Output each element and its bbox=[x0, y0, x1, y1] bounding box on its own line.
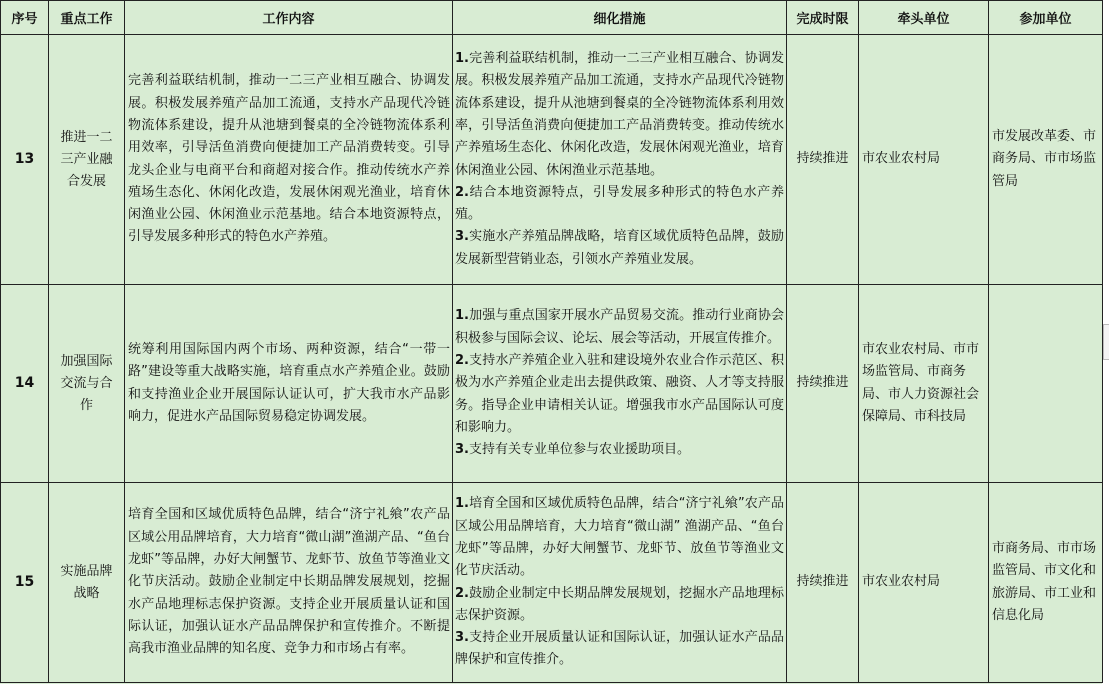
cell-key-work[interactable]: 推进一二三产业融合发展 bbox=[49, 35, 125, 285]
table-row bbox=[1, 483, 1103, 683]
measure-number: 3. bbox=[455, 442, 469, 458]
measure-item bbox=[455, 439, 784, 461]
cell-measures[interactable] bbox=[453, 285, 787, 483]
measure-text: 培育全国和区域优质特色品牌，结合“济宁礼飨”农产品区域公用品牌培育，大力培育“微山湖” 渔湖产品、“鱼台龙虾”等品牌，办好大闸蟹节、龙虾节、放鱼节等渔业文化节庆活动。 bbox=[455, 496, 784, 579]
cell-participating-units[interactable] bbox=[989, 285, 1103, 483]
measure-number: 3. bbox=[455, 630, 469, 646]
cell-serial[interactable]: 13 bbox=[1, 35, 49, 285]
measure-number: 2. bbox=[455, 353, 469, 369]
header-deadline[interactable]: 完成时限 bbox=[787, 1, 859, 35]
header-row bbox=[1, 1, 1103, 35]
measure-item bbox=[455, 627, 784, 672]
header-serial[interactable]: 序号 bbox=[1, 1, 49, 35]
cell-work-content[interactable]: 统筹利用国际国内两个市场、两种资源，结合“一带一路”建设等重大战略实施，培育重点水产养殖企业。鼓励和支持渔业企业开展国际认证认可，扩大我市水产品影响力，促进水产品国际贸易稳定协调发展。 bbox=[125, 285, 453, 483]
table-row bbox=[1, 35, 1103, 285]
measure-item bbox=[455, 583, 784, 628]
cell-lead-unit[interactable]: 市农业农村局 bbox=[859, 35, 989, 285]
cell-serial[interactable]: 15 bbox=[1, 483, 49, 683]
cell-participating-units[interactable]: 市发展改革委、市商务局、市市场监管局 bbox=[989, 35, 1103, 285]
measure-item bbox=[455, 493, 784, 582]
header-measures[interactable]: 细化措施 bbox=[453, 1, 787, 35]
cell-key-work[interactable]: 加强国际交流与合作 bbox=[49, 285, 125, 483]
cell-deadline[interactable]: 持续推进 bbox=[787, 483, 859, 683]
measure-text: 完善利益联结机制，推动一二三产业相互融合、协调发展。积极发展养殖产品加工流通，支持水产品现代冷链物流体系建设，提升从池塘到餐桌的全冷链物流体系利用效率，引导活鱼消费向便捷加工产品消费转变。推动传统水产养殖场生态化、休闲化改造，发展休闲观光渔业，培育休闲渔业公园、休闲渔业示范基地。 bbox=[455, 51, 784, 178]
measure-number: 1. bbox=[455, 308, 469, 324]
cell-lead-unit[interactable]: 市农业农村局 bbox=[859, 483, 989, 683]
measure-text: 支持水产养殖企业入驻和建设境外农业合作示范区、积极为水产养殖企业走出去提供政策、融资、人才等支持服务。指导企业申请相关认证。增强我市水产品国际认可度和影响力。 bbox=[455, 353, 784, 435]
table-row bbox=[1, 285, 1103, 483]
measure-number: 3. bbox=[455, 229, 469, 245]
measure-number: 2. bbox=[455, 184, 469, 200]
cell-deadline[interactable]: 持续推进 bbox=[787, 35, 859, 285]
header-work-content[interactable]: 工作内容 bbox=[125, 1, 453, 35]
measure-text: 支持企业开展质量认证和国际认证，加强认证水产品品牌保护和宣传推介。 bbox=[455, 630, 784, 668]
measure-item bbox=[455, 48, 784, 182]
cell-lead-unit[interactable]: 市农业农村局、市市场监管局、市商务局、市人力资源社会保障局、市科技局 bbox=[859, 285, 989, 483]
measure-text: 结合本地资源特点，引导发展多种形式的特色水产养殖。 bbox=[455, 184, 784, 223]
measure-item bbox=[455, 226, 784, 271]
header-lead-unit[interactable]: 牵头单位 bbox=[859, 1, 989, 35]
cell-deadline[interactable]: 持续推进 bbox=[787, 285, 859, 483]
measure-text: 加强与重点国家开展水产品贸易交流。推动行业商协会积极参与国际会议、论坛、展会等活动，开展宣传推介。 bbox=[455, 308, 784, 346]
cell-measures[interactable] bbox=[453, 35, 787, 285]
measure-number: 2. bbox=[455, 585, 469, 601]
measure-item bbox=[455, 182, 784, 227]
window-edge-handle[interactable] bbox=[1103, 324, 1109, 360]
measure-item bbox=[455, 350, 784, 439]
cell-measures[interactable] bbox=[453, 483, 787, 683]
measure-text: 支持有关专业单位参与农业援助项目。 bbox=[468, 442, 690, 458]
cell-serial[interactable]: 14 bbox=[1, 285, 49, 483]
header-key-work[interactable]: 重点工作 bbox=[49, 1, 125, 35]
measure-number: 1. bbox=[455, 496, 469, 512]
cell-participating-units[interactable]: 市商务局、市市场监管局、市文化和旅游局、市工业和信息化局 bbox=[989, 483, 1103, 683]
measure-item bbox=[455, 305, 784, 350]
cell-work-content[interactable]: 完善利益联结机制，推动一二三产业相互融合、协调发展。积极发展养殖产品加工流通，支持水产品现代冷链物流体系建设，提升从池塘到餐桌的全冷链物流体系利用效率，引导活鱼消费向便捷加工产品消费转变。引导龙头企业与电商平台和商超对接合作。推动传统水产养殖场生态化、休闲化改造，发展休闲观光渔业，培育休闲渔业公园、休闲渔业示范基地。结合本地资源特点，引导发展多种形式的特色水产养殖。 bbox=[125, 35, 453, 285]
header-participating-units[interactable]: 参加单位 bbox=[989, 1, 1103, 35]
measure-text: 实施水产养殖品牌战略，培育区域优质特色品牌，鼓励发展新型营销业态，引领水产养殖业发展。 bbox=[455, 229, 784, 267]
measure-text: 鼓励企业制定中长期品牌发展规划，挖掘水产品地理标志保护资源。 bbox=[455, 585, 784, 623]
cell-work-content[interactable]: 培育全国和区域优质特色品牌，结合“济宁礼飨”农产品区域公用品牌培育，大力培育“微山湖”渔湖产品、“鱼台龙虾”等品牌，办好大闸蟹节、龙虾节、放鱼节等渔业文化节庆活动。鼓励企业制定中长期品牌发展规划，挖掘水产品地理标志保护资源。支持企业开展质量认证和国际认证，加强认证水产品品牌保护和宣传推介。不断提高我市渔业品牌的知名度、竞争力和市场占有率。 bbox=[125, 483, 453, 683]
measure-number: 1. bbox=[455, 51, 469, 67]
cell-key-work[interactable]: 实施品牌战略 bbox=[49, 483, 125, 683]
